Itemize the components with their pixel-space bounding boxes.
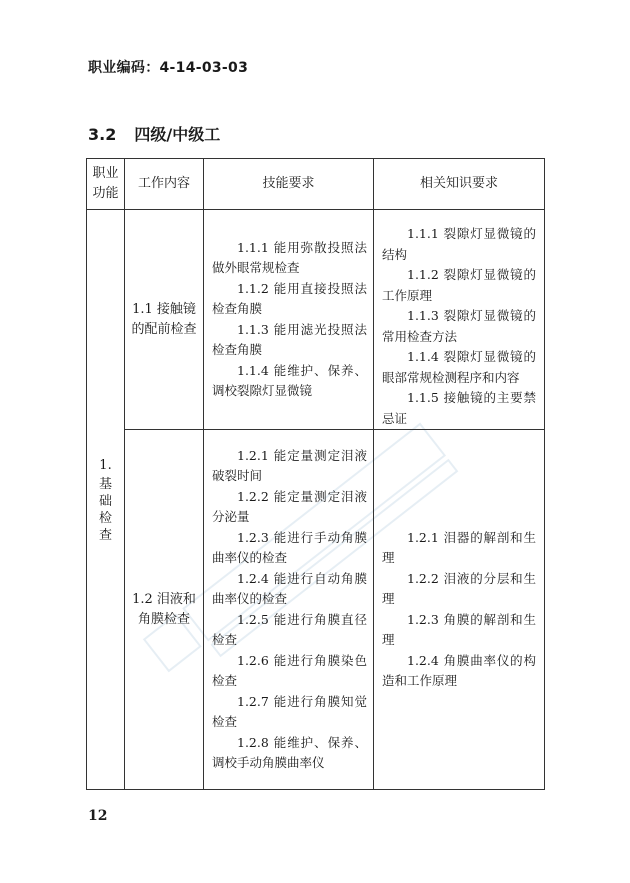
skill-item: 1.1.4 能维护、保养、调校裂隙灯显微镜 xyxy=(212,362,367,398)
knowledge-cell xyxy=(374,210,545,430)
knowledge-item: 1.1.5 接触镜的主要禁忌证 xyxy=(382,390,536,426)
skills-cell xyxy=(204,430,374,790)
header-knowledge: 相关知识要求 xyxy=(374,159,545,210)
header-skills: 技能要求 xyxy=(204,159,374,210)
knowledge-item: 1.1.4 裂隙灯显微镜的眼部常规检测程序和内容 xyxy=(382,349,536,385)
table-row xyxy=(87,430,545,790)
function-cell xyxy=(87,210,125,790)
work-content-cell: 1.1 接触镜的配前检查 xyxy=(125,210,204,430)
skill-item: 1.2.4 能进行自动角膜曲率仪的检查 xyxy=(212,570,367,606)
skills-cell xyxy=(204,210,374,430)
knowledge-item: 1.2.4 角膜曲率仪的构造和工作原理 xyxy=(382,652,536,688)
skill-item: 1.2.6 能进行角膜染色检查 xyxy=(212,652,367,688)
table-row xyxy=(87,210,545,430)
page-number: 12 xyxy=(88,808,108,824)
skill-item: 1.1.3 能用滤光投照法检查角膜 xyxy=(212,321,367,357)
knowledge-item: 1.1.1 裂隙灯显微镜的结构 xyxy=(382,226,536,262)
table-header-row xyxy=(87,159,545,210)
skill-item: 1.2.8 能维护、保养、调校手动角膜曲率仪 xyxy=(212,734,367,770)
section-number: 3.2 xyxy=(88,125,117,144)
skill-item: 1.2.3 能进行手动角膜曲率仪的检查 xyxy=(212,529,367,565)
knowledge-item: 1.2.1 泪器的解剖和生理 xyxy=(382,529,536,565)
skill-item: 1.2.1 能定量测定泪液破裂时间 xyxy=(212,447,367,483)
function-number: 1. xyxy=(99,457,112,473)
section-title xyxy=(88,122,220,145)
skill-item: 1.2.2 能定量测定泪液分泌量 xyxy=(212,488,367,524)
section-name: 四级/中级工 xyxy=(134,125,221,144)
skill-item: 1.1.2 能用直接投照法检查角膜 xyxy=(212,280,367,316)
skill-item: 1.2.7 能进行角膜知觉检查 xyxy=(212,693,367,729)
occupation-code: 职业编码：4-14-03-03 xyxy=(88,60,249,76)
knowledge-item: 1.1.2 裂隙灯显微镜的工作原理 xyxy=(382,267,536,303)
header-work-content: 工作内容 xyxy=(125,159,204,210)
work-content-cell: 1.2 泪液和角膜检查 xyxy=(125,430,204,790)
knowledge-cell xyxy=(374,430,545,790)
knowledge-item: 1.2.2 泪液的分层和生理 xyxy=(382,570,536,606)
header-function: 职业功能 xyxy=(87,159,125,210)
function-name: 基础检查 xyxy=(98,476,112,543)
skill-item: 1.1.1 能用弥散投照法做外眼常规检查 xyxy=(212,239,367,275)
knowledge-item: 1.1.3 裂隙灯显微镜的常用检查方法 xyxy=(382,308,536,344)
skill-requirements-table xyxy=(86,158,545,790)
skill-item: 1.2.5 能进行角膜直径检查 xyxy=(212,611,367,647)
knowledge-item: 1.2.3 角膜的解剖和生理 xyxy=(382,611,536,647)
